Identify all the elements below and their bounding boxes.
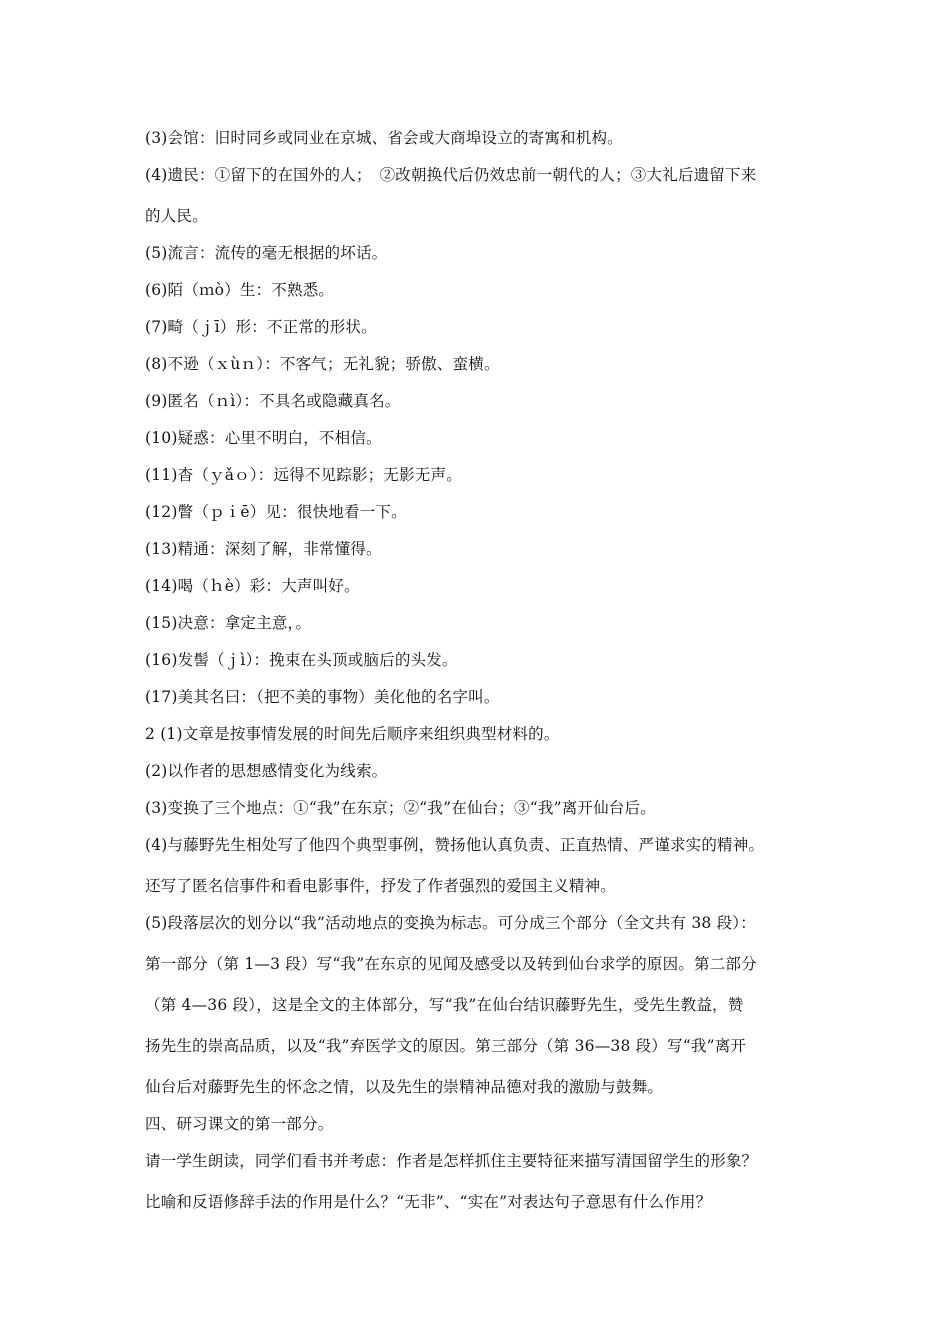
text-line: (7)畸（ｊī）形：不正常的形状。 [145,318,377,336]
text-line: 第一部分（第 1—3 段）写“我”在东京的见闻及感受以及转到仙台求学的原因。第二部分 [145,955,757,973]
text-line: (15)决意：拿定主意，。 [145,614,312,632]
text-line: (10)疑惑：心里不明白，不相信。 [145,429,382,447]
text-line: (14)喝（ｈè）彩：大声叫好。 [145,577,360,595]
text-line: (3)变换了三个地点：①“我”在东京；②“我”在仙台；③“我”离开仙台后。 [145,799,656,817]
text-line: 的人民。 [145,207,208,225]
text-line: (5)流言：流传的毫无根据的坏话。 [145,244,388,262]
text-line: (3)会馆：旧时同乡或同业在京城、省会或大商埠设立的寄寓和机构。 [145,129,623,147]
text-line: (12)瞥（ｐｉē）见：很快地看一下。 [145,503,407,521]
text-line: 扬先生的崇高品质，以及“我”弃医学文的原因。第三部分（第 36—38 段）写“我”离开 [145,1037,747,1055]
text-line: (13)精通：深刻了解，非常懂得。 [145,540,382,558]
text-line: (11)杳（ｙǎｏ）：远得不见踪影；无影无声。 [145,466,462,484]
text-line: 比喻和反语修辞手法的作用是什么？“无非”、“实在”对表达句子意思有什么作用？ [145,1193,712,1211]
text-line: (4)遗民：①留下的在国外的人； ②改朝换代后仍效忠前一朝代的人；③大礼后遗留下来 [145,166,757,184]
text-line: (2)以作者的思想感情变化为线索。 [145,762,388,780]
text-line: 请一学生朗读，同学们看书并考虑：作者是怎样抓住主要特征来描写清国留学生的形象？ [145,1152,758,1170]
text-line: （第 4—36 段），这是全文的主体部分，写“我”在仙台结识藤野先生，受先生教益，赞 [145,996,744,1014]
text-line: 仙台后对藤野先生的怀念之情，以及先生的崇精神品德对我的激励与鼓舞。 [145,1078,664,1096]
text-line: (17)美其名曰：（把不美的事物）美化他的名字叫。 [145,688,500,706]
text-line: (9)匿名（ｎì）：不具名或隐藏真名。 [145,392,401,410]
text-line: (4)与藤野先生相处写了他四个典型事例，赞扬他认真负责、正直热情、严谨求实的精神。 [145,836,765,854]
text-line: 2 (1)文章是按事情发展的时间先后顺序来组织典型材料的。 [145,725,560,743]
text-line: (6)陌（ｍò）生：不熟悉。 [145,281,335,299]
text-line: 四、研习课文的第一部分。 [145,1115,334,1133]
text-line: (16)发髻（ｊì）：挽束在头顶或脑后的头发。 [145,651,458,669]
text-line: 还写了匿名信事件和看电影事件，抒发了作者强烈的爱国主义精神。 [145,877,617,895]
text-line: (8)不逊（ｘùｎ）：不客气；无礼貌；骄傲、蛮横。 [145,355,500,373]
text-line: (5)段落层次的划分以“我”活动地点的变换为标志。可分成三个部分（全文共有 38 段）： [145,914,756,932]
